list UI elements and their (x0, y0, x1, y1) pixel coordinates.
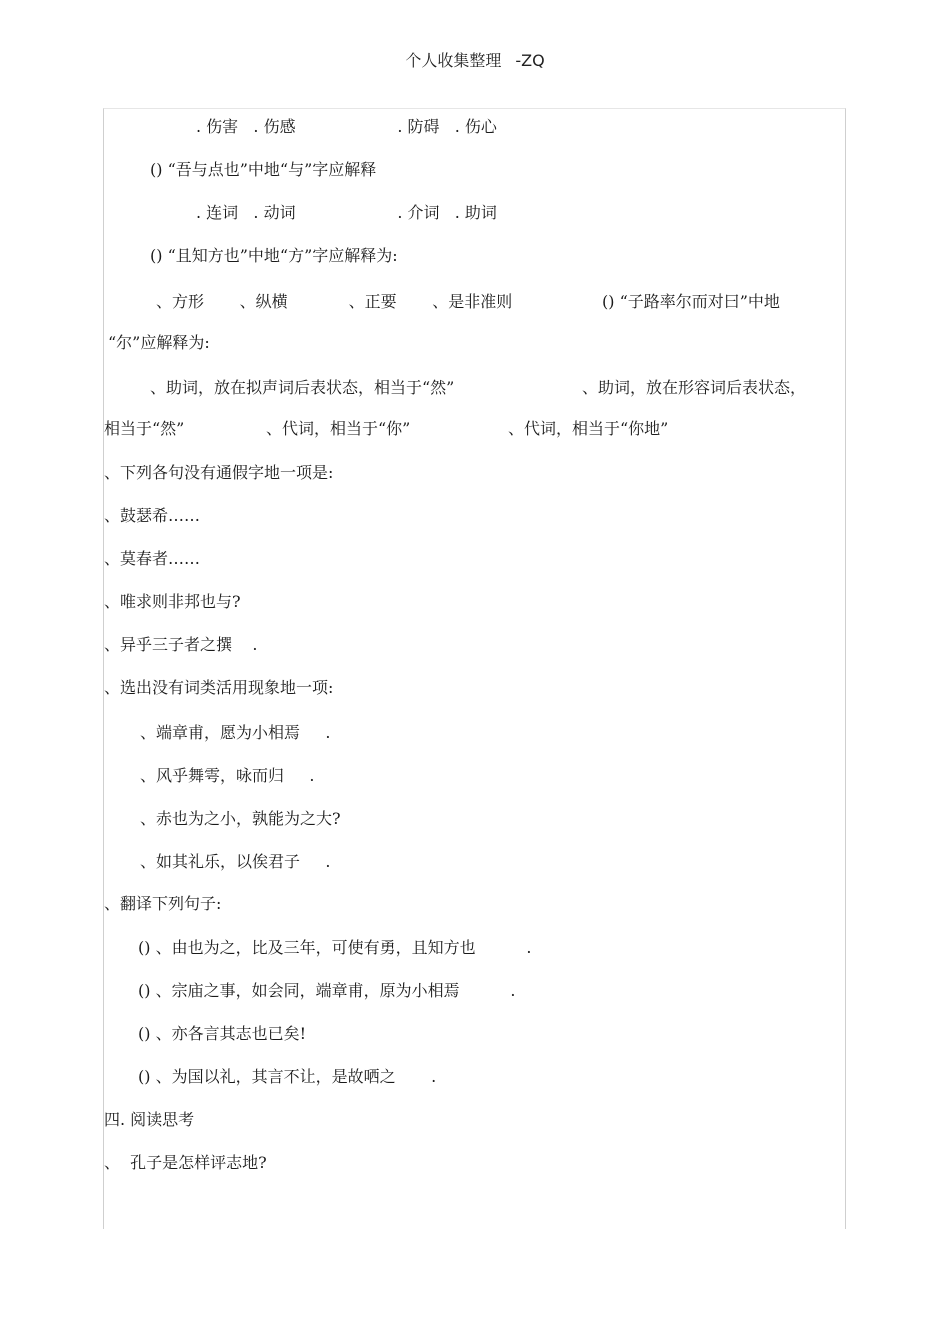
section-tongjia: 、下列各句没有通假字地一项是: (104, 463, 334, 482)
question-3-options: 、方形 、纵横 、正要 、是非准则 (156, 292, 513, 311)
question-4-option-b-continued: 相当于“然” (104, 419, 185, 438)
section-yuedu: 四. 阅读思考 (104, 1110, 195, 1129)
yuedu-question-1: 、 孔子是怎样评志地? (104, 1153, 267, 1172)
tongjia-option-b: 、莫春者…… (104, 549, 201, 568)
question-4-option-a: 、助词，放在拟声词后表状态，相当于“然” (150, 378, 455, 397)
tongjia-option-d: 、异乎三子者之撰 . (104, 635, 258, 654)
question-4-continued: “尔”应解释为: (108, 333, 210, 352)
cilei-option-d: 、如其礼乐，以俟君子 . (140, 852, 331, 871)
question-3: () “且知方也”中地“方”字应解释为: (150, 246, 398, 265)
section-cilei: 、选出没有词类活用现象地一项: (104, 678, 334, 697)
question-4: () “子路率尔而对曰”中地 (602, 292, 780, 311)
header-title: 个人收集整理 (405, 51, 502, 70)
question-4-option-d: 、代词，相当于“你地” (508, 419, 669, 438)
tongjia-option-c: 、唯求则非邦也与? (104, 592, 241, 611)
cilei-option-c: 、赤也为之小，孰能为之大? (140, 809, 341, 828)
question-4-option-b: 、助词，放在形容词后表状态， (582, 378, 807, 397)
page-header (0, 48, 950, 71)
question-2: () “吾与点也”中地“与”字应解释 (150, 160, 377, 179)
cilei-option-a: 、端章甫，愿为小相焉 . (140, 723, 331, 742)
fanyi-sentence-2: () 、宗庙之事，如会同，端章甫，原为小相焉 . (138, 981, 516, 1000)
fanyi-sentence-3: () 、亦各言其志也已矣! (138, 1024, 307, 1043)
header-suffix: -ZQ (515, 51, 545, 70)
content-frame (103, 108, 846, 1229)
section-fanyi: 、翻译下列句子: (104, 894, 222, 913)
tongjia-option-a: 、鼓瑟希…… (104, 506, 201, 525)
cilei-option-b: 、风乎舞雩，咏而归 . (140, 766, 315, 785)
question-2-options: . 连词 . 动词 . 介词 . 助词 (196, 203, 497, 222)
fanyi-sentence-4: () 、为国以礼，其言不让，是故哂之 . (138, 1067, 437, 1086)
question-4-option-c: 、代词，相当于“你” (266, 419, 411, 438)
fanyi-sentence-1: () 、由也为之，比及三年，可使有勇，且知方也 . (138, 938, 532, 957)
question-options-1: . 伤害 . 伤感 . 防碍 . 伤心 (196, 117, 497, 136)
